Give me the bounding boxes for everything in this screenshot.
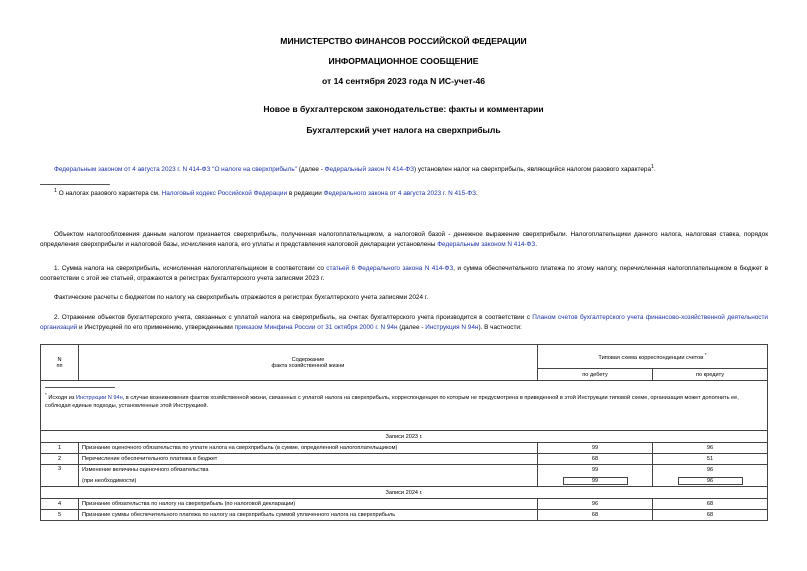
doc-date-number: от 14 сентября 2023 года N ИС-учет-46	[321, 76, 486, 86]
instruction-94n-link[interactable]: Инструкция N 94н	[425, 323, 479, 331]
law-414-link[interactable]: Федеральным законом от 4 августа 2023 г. N 414-ФЗ "О налоге на сверхприбыль"	[54, 166, 297, 174]
header-content: Содержание факта хозяйственной жизни	[79, 345, 538, 381]
nested-debit-cell: 99	[563, 477, 628, 485]
section-2023: Записи 2023 г.	[41, 431, 768, 443]
nested-credit-cell: 96	[678, 477, 743, 485]
paragraph-actual-settlements: Фактические расчеты с бюджетом по налогу на сверхприбыль отражаются в регистрах бухгалтерского учета записями 2024 г.	[54, 294, 429, 301]
table-row: 4 Признание обязательства по налогу на сверхприбыль (по налоговой декларации) 96 68	[41, 499, 768, 510]
header-debit: по дебету	[538, 369, 653, 381]
doc-subtitle: Бухгалтерский учет налога на сверхприбыль	[306, 125, 501, 135]
intro-paragraph: Федеральным законом от 4 августа 2023 г. N 414-ФЗ "О налоге на сверхприбыль" (далее - Федеральный закон N 414-ФЗ) установлен налог на сверхприбыль, являющийся налогом разового характера$^1$.	[54, 164, 656, 174]
table-footnote: * Исходя из Инструкции N 94н, в случае возникновения фактов хозяйственной жизни, связанных с уплатой налога на сверхприбыль, корреспонденция по которым не предусмотрена в приведенной в этой Инструкции типовой схеме, организация может дополнить ее, соблюдая единые подходы, установленные этой Инструкцией.	[41, 381, 768, 431]
table-row: 2 Перечисление обеспечительного платежа в бюджет 68 51	[41, 454, 768, 465]
accounts-table	[40, 344, 768, 521]
doc-type-heading: ИНФОРМАЦИОННОЕ СООБЩЕНИЕ	[328, 56, 479, 66]
table-footnote-separator	[45, 387, 115, 388]
footnote-1: $^1$ О налогах разового характера см. Налоговый кодекс Российской Федерации в редакции Федерального закона от 4 августа 2023 г. N 415-ФЗ.	[54, 188, 478, 198]
header-num: N пп	[41, 345, 79, 381]
section-2024: Записи 2024 г.	[41, 487, 768, 499]
footnote-mark[interactable]: 1	[651, 164, 654, 170]
doc-title: Новое в бухгалтерском законодательстве: факты и комментарии	[263, 104, 544, 114]
instruction-94n-link-2[interactable]: Инструкции N 94н	[76, 394, 123, 401]
scheme-footnote-mark[interactable]: *	[704, 352, 707, 358]
table-row: 5 Признание суммы обеспечительного платежа по налогу на сверхприбыль суммой уплаченного налога на сверхприбыль 68 68	[41, 510, 768, 521]
paragraph-object-of-taxation: Объектом налогообложения данным налогом признается сверхприбыль, полученная налогоплательщиком, а налоговой базой - денежное выражение сверхприбыли. Налогоплательщики данного налога, налоговая ставка, порядок определения сверхприбыли и налоговой базы, исчисления налога, его уплаты и представления налоговой декларации установлены Федеральным законом N 414-ФЗ.	[40, 231, 768, 248]
paragraph-1: 1. Сумма налога на сверхприбыль, исчисленная налогоплательщиком в соответствии со статьей 6 Федерального закона N 414-ФЗ, и сумма обеспечительного платежа по этому налогу, перечисленная налогоплательщиком в бюджет в соответствии с этой же статьей, отражаются в регистрах бухгалтерского учета записями 2023 г.	[40, 265, 768, 282]
order-94n-link[interactable]: приказом Минфина России от 31 октября 2000 г. N 94н	[234, 323, 398, 331]
law-415-link[interactable]: Федерального закона от 4 августа 2023 г. N 415-ФЗ	[323, 190, 476, 198]
header-credit: по кредиту	[653, 369, 768, 381]
table-row: 3 Изменение величины оценочного обязательства 99 96	[41, 465, 768, 476]
law-414-short-link[interactable]: Федеральный закон N 414-ФЗ	[324, 166, 414, 174]
paragraph-2: 2. Отражение объектов бухгалтерского учета, связанных с уплатой налога на сверхприбыль, на счетах бухгалтерского учета производится в соответствии с Планом счетов бухгалтерского учета финансово-хозяйственной деятельности организаций и Инструкцией по его применению, утвержденными приказом Минфина России от 31 октября 2000 г. N 94н (далее - Инструкция N 94н). В частности:	[40, 314, 768, 331]
table-row: 1 Признание оценочного обязательства по уплате налога на сверхприбыль (в сумме, определенной налогоплательщиком) 99 96	[41, 443, 768, 454]
ministry-heading: МИНИСТЕРСТВО ФИНАНСОВ РОССИЙСКОЙ ФЕДЕРАЦИИ	[280, 36, 527, 46]
law-414-link-2[interactable]: Федеральным законом N 414-ФЗ	[437, 240, 536, 248]
footnote-separator	[40, 184, 110, 185]
header-scheme: Типовая схема корреспонденции счетов *	[538, 345, 768, 369]
chart-of-accounts-link[interactable]: Планом счетов бухгалтерского учета финансово-хозяйственной деятельности организаций	[40, 314, 768, 331]
tax-code-link[interactable]: Налоговый кодекс Российской Федерации	[161, 190, 288, 198]
article-6-link[interactable]: статьей 6 Федерального закона N 414-ФЗ	[326, 265, 454, 272]
table-row-continued: (при необходимости) 99 96	[41, 476, 768, 487]
